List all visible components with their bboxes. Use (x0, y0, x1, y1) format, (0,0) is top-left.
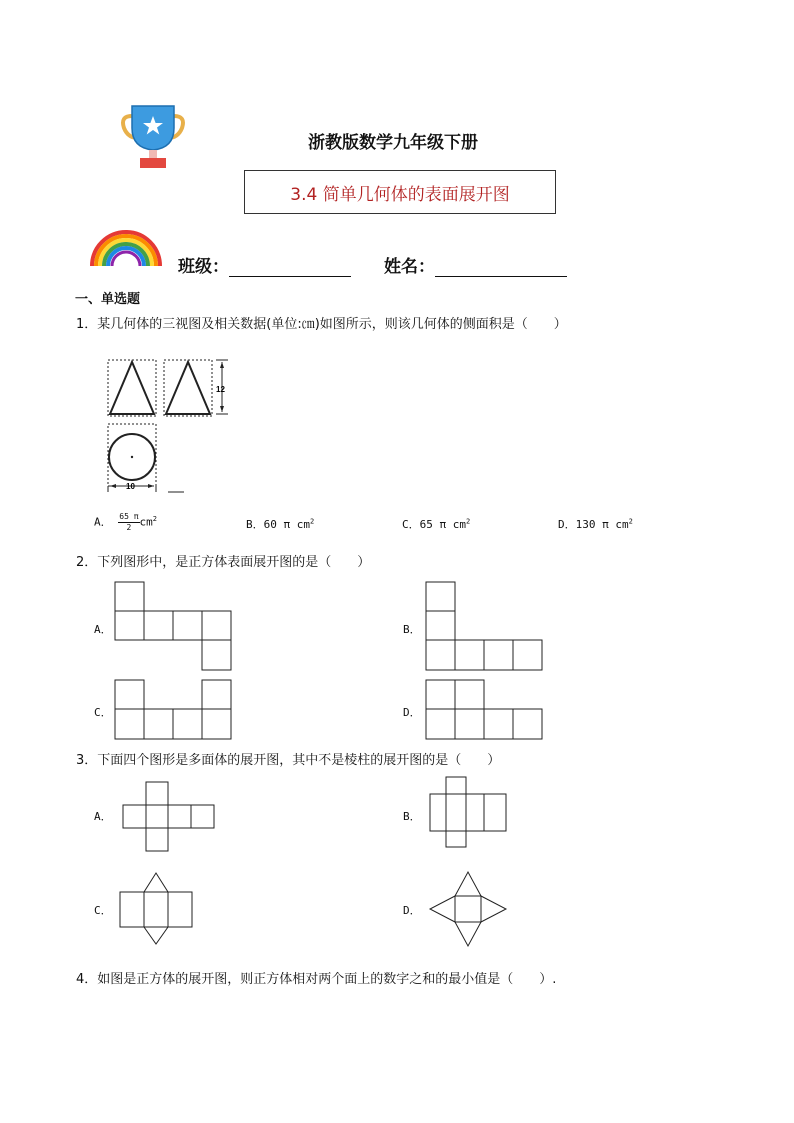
q1-option-a-prefix: A． (94, 515, 112, 529)
subtitle-box (244, 170, 556, 214)
fraction-denominator: 2 (126, 523, 132, 532)
superscript: 2 (465, 517, 471, 526)
q1-option-b[interactable] (246, 516, 314, 532)
q3-option-a-label[interactable]: A． (94, 810, 112, 823)
name-label: 姓名： (384, 257, 435, 277)
superscript: 2 (152, 514, 157, 523)
q1-option-c-text: C．65 π cm (402, 518, 466, 531)
q2-figure-c (114, 679, 234, 741)
dim-width: 10 (126, 482, 135, 491)
q3-option-d-label[interactable]: D． (403, 904, 421, 917)
q2-figure-b (425, 581, 545, 673)
dim-height: 12 (216, 385, 225, 394)
q1-option-a-unit: cm (139, 515, 153, 529)
superscript: 2 (628, 517, 633, 526)
question-3: 3．下面四个图形是多面体的展开图，其中不是棱柱的展开图的是（ ） (76, 753, 501, 768)
question-4: 4．如图是正方体的展开图，则正方体相对两个面上的数字之和的最小值是（ ）. (76, 972, 557, 987)
section-heading: 一、单选题 (75, 292, 141, 307)
q1-option-d[interactable] (558, 516, 633, 532)
page-subtitle: 3.4 简单几何体的表面展开图 (290, 184, 510, 205)
q1-option-b-text: B．60 π cm (246, 518, 310, 531)
question-2: 2．下列图形中，是正方体表面展开图的是（ ） (76, 555, 371, 570)
q1-option-a[interactable] (94, 512, 157, 533)
q1-option-d-text: D．130 π cm (558, 518, 629, 531)
three-view-figure (100, 352, 240, 498)
fraction-numerator: 65 π (119, 512, 139, 521)
trophy-icon (118, 104, 188, 170)
page-title: 浙教版数学九年级下册 (308, 133, 478, 153)
q3-figure-a (121, 781, 217, 853)
name-blank[interactable] (435, 258, 567, 277)
q3-option-c-label[interactable]: C． (94, 904, 112, 917)
q2-option-b-label[interactable]: B． (403, 623, 421, 636)
q3-figure-d (428, 870, 508, 948)
question-1: 1．某几何体的三视图及相关数据(单位:㎝)如图所示，则该几何体的侧面积是（ ） (76, 317, 567, 332)
q3-option-b-label[interactable]: B． (403, 810, 421, 823)
q1-option-c[interactable] (402, 516, 470, 532)
name-field (384, 252, 567, 277)
q2-option-a-label[interactable]: A． (94, 623, 112, 636)
class-field (178, 252, 351, 277)
q2-figure-a (114, 581, 234, 673)
class-blank[interactable] (229, 258, 351, 277)
q2-option-d-label[interactable]: D． (403, 706, 421, 719)
q2-figure-d (425, 679, 545, 741)
q1-option-a-fraction (118, 512, 139, 533)
superscript: 2 (309, 517, 315, 526)
rainbow-icon (88, 226, 164, 268)
q3-figure-c (118, 870, 196, 946)
q2-option-c-label[interactable]: C． (94, 706, 112, 719)
class-label: 班级： (178, 257, 229, 277)
q3-figure-b (428, 775, 510, 851)
